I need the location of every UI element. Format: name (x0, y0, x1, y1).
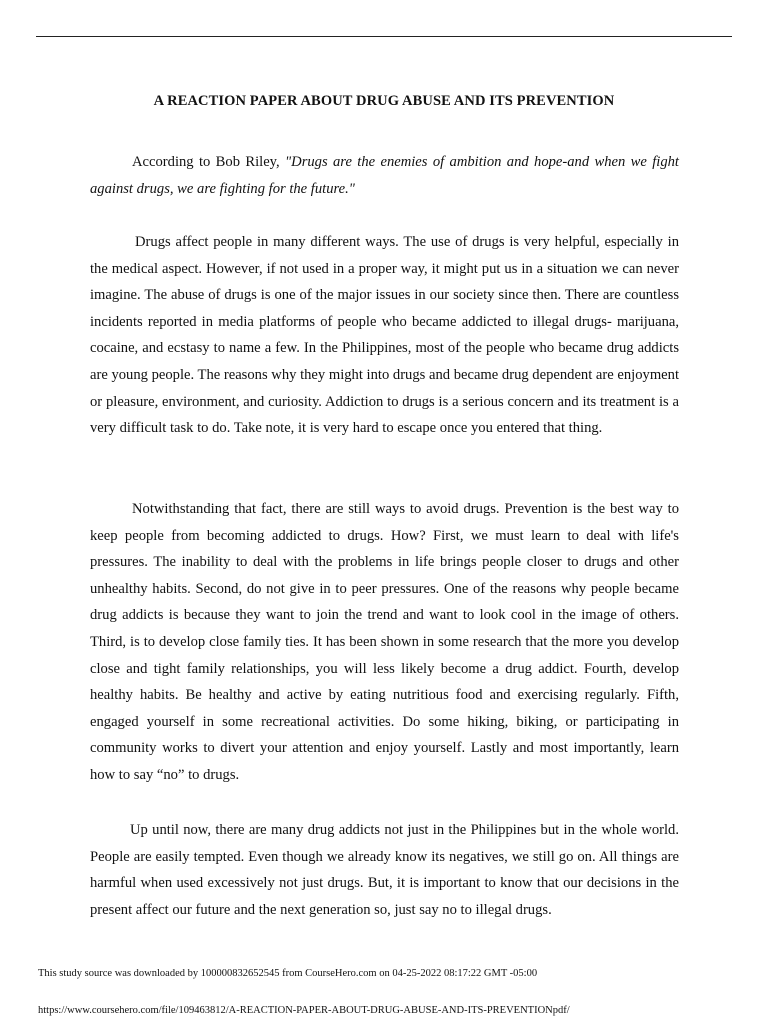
top-divider (36, 36, 732, 37)
quote-intro: According to Bob Riley, (132, 154, 280, 170)
download-notice: This study source was downloaded by 100000832652545 from CourseHero.com on 04-25-2022 08:17:22 GMT -05:00 (38, 968, 538, 979)
quote-text: "Drugs are the enemies of ambition and hope-and when we fight against drugs, we are fighting for the future." (90, 154, 679, 197)
body-paragraph-3: Up until now, there are many drug addicts not just in the Philippines but in the whole world. People are easily tempted. Even though we already know its negatives, we still go on. All things are harmful when used excessively not just drugs. But, it is important to know that our decisions in the present affect our future and the next generation so, just say no to illegal drugs. (90, 822, 679, 918)
body-paragraph-1: Drugs affect people in many different ways. The use of drugs is very helpful, especially in the medical aspect. However, if not used in a proper way, it might put us in a situation we can never imagine. The abuse of drugs is one of the major issues in our society since then. There are countless incidents reported in media platforms of people who became addicted to illegal drugs- marijuana, cocaine, and ecstasy to name a few. In the Philippines, most of the people who became drug addicts are young people. The reasons why they might into drugs and became drug dependent are enjoyment or pleasure, environment, and curiosity. Addiction to drugs is a serious concern and its treatment is a very difficult task to do. Take note, it is very hard to escape once you entered that thing. (90, 234, 679, 437)
source-url: https://www.coursehero.com/file/109463812/A-REACTION-PAPER-ABOUT-DRUG-ABUSE-AND-ITS-PREVENTIONpdf/ (38, 1005, 570, 1016)
document-title: A REACTION PAPER ABOUT DRUG ABUSE AND ITS PREVENTION (153, 93, 615, 109)
quote-paragraph (90, 149, 679, 202)
body-paragraph-2: Notwithstanding that fact, there are still ways to avoid drugs. Prevention is the best way to keep people from becoming addicted to drugs. How? First, we must learn to deal with life's pressures. The inability to deal with the problems in life brings people closer to drugs and other unhealthy habits. Second, do not give in to peer pressures. One of the reasons why people became drug addicts is because they want to join the trend and want to look cool in the image of others. Third, is to develop close family ties. It has been shown in some research that the more you develop close and tight family relationships, you will less likely become a drug addict. Fourth, develop healthy habits. Be healthy and active by eating nutritious food and exercising regularly. Fifth, engaged yourself in some recreational activities. Do some hiking, biking, or participating in community works to divert your attention and enjoy yourself. Lastly and most importantly, learn how to say “no” to drugs. (90, 501, 679, 783)
